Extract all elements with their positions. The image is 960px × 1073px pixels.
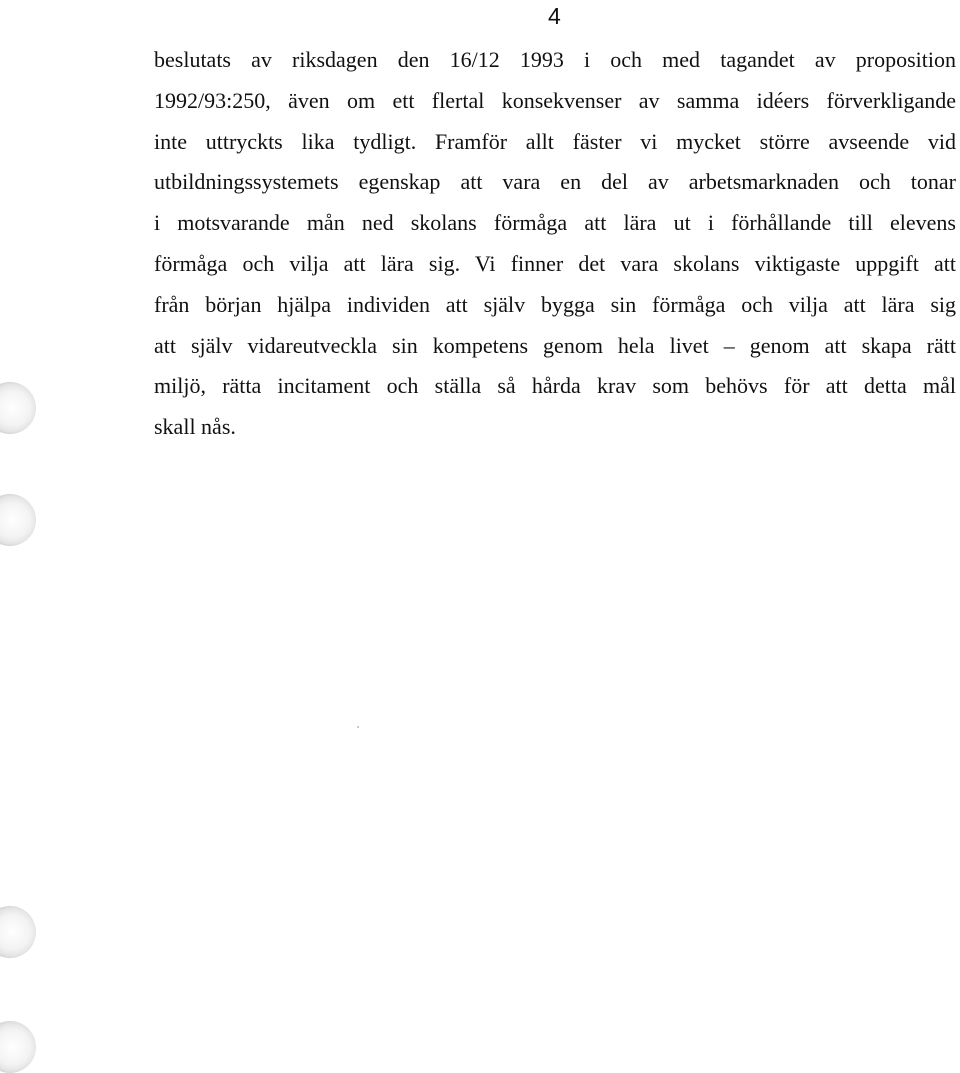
text-line: från början hjälpa individen att själv bygga sin förmåga och vilja att lära sig: [154, 291, 956, 317]
text-line: förmåga och vilja att lära sig. Vi finner det vara skolans viktigaste uppgift att: [154, 250, 956, 276]
text-line: skall nås.: [154, 414, 236, 440]
text-line: utbildningssystemets egenskap att vara en del av arbetsmarknaden och tonar: [154, 169, 956, 195]
punch-hole-icon: [0, 494, 36, 546]
punch-hole-icon: [0, 382, 36, 434]
punch-hole-icon: [0, 1021, 36, 1073]
text-line: 1992/93:250, även om ett flertal konsekvenser av samma idéers förverkligande: [154, 87, 956, 113]
page-number: 4: [548, 3, 561, 29]
text-line: beslutats av riksdagen den 16/12 1993 i och med tagandet av proposition: [154, 47, 956, 72]
text-line: miljö, rätta incitament och ställa så hårda krav som behövs för att detta mål: [154, 373, 956, 399]
scan-speck: [357, 726, 359, 728]
body-paragraph: [154, 40, 956, 448]
punch-hole-icon: [0, 906, 36, 958]
text-line: att själv vidareutveckla sin kompetens genom hela livet – genom att skapa rätt: [154, 332, 956, 358]
text-line: inte uttryckts lika tydligt. Framför allt fäster vi mycket större avseende vid: [154, 128, 956, 154]
text-line: i motsvarande mån ned skolans förmåga att lära ut i förhållande till elevens: [154, 210, 956, 236]
